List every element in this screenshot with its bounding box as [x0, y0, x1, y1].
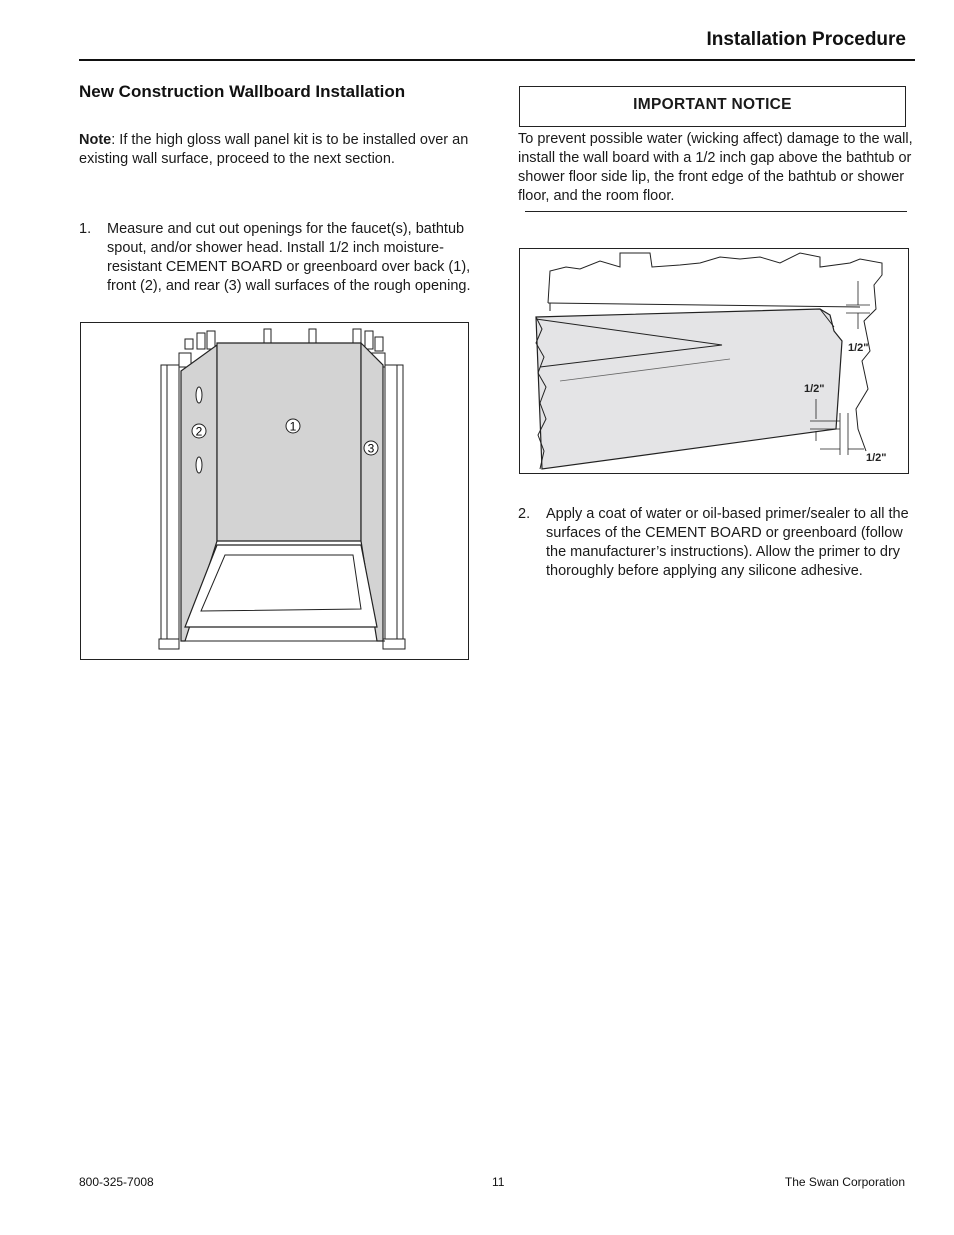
dimension-label-bottom: 1/2" — [866, 452, 887, 464]
footer-page-number: 11 — [492, 1175, 505, 1189]
wall-surfaces-figure — [80, 322, 469, 660]
callout-3: 3 — [367, 441, 375, 456]
step-1-number: 1. — [79, 221, 92, 237]
step-2 — [518, 505, 914, 605]
dimension-label-middle: 1/2" — [804, 383, 825, 395]
callout-2: 2 — [195, 424, 203, 439]
step-2-text: Apply a coat of water or oil-based primer/sealer to all the surfaces of the CEMENT BOARD or greenboard (follow the manufacturer’s instructions). Allow the primer to dry thoroughly before applying any silicone adhesive. — [546, 506, 909, 579]
callout-1: 1 — [289, 419, 297, 434]
dimension-label-top: 1/2" — [848, 342, 869, 354]
gap-detail-figure — [519, 248, 909, 474]
important-notice-box — [519, 86, 906, 127]
important-notice-text: To prevent possible water (wicking affect) damage to the wall, install the wall board with a 1/2 inch gap above the bathtub or shower floor side lip, the front edge of the bathtub or shower floor, and the room floor. — [518, 131, 913, 204]
gap-detail-illustration — [520, 249, 908, 473]
note-paragraph — [79, 131, 469, 168]
step-1 — [79, 220, 474, 320]
note-label: Note — [79, 132, 112, 148]
section-title: New Construction Wallboard Installation — [79, 82, 406, 101]
step-1-text: Measure and cut out openings for the faucet(s), bathtub spout, and/or shower head. Install 1/2 inch moisture-resistant CEMENT BOARD or greenboard over back (1), front (2), and rear (3) wall surfaces of the rough opening. — [107, 221, 471, 294]
header-divider — [79, 59, 915, 61]
notice-divider — [525, 211, 907, 212]
important-notice-title: IMPORTANT NOTICE — [633, 96, 792, 113]
wall-surfaces-illustration — [81, 323, 468, 659]
page-header-title: Installation Procedure — [706, 29, 906, 50]
step-2-number: 2. — [518, 506, 531, 522]
note-text: : If the high gloss wall panel kit is to be installed over an existing wall surface, proceed to the next section. — [79, 132, 469, 167]
footer-company: The Swan Corporation — [784, 1175, 905, 1189]
footer-phone: 800-325-7008 — [79, 1175, 154, 1189]
